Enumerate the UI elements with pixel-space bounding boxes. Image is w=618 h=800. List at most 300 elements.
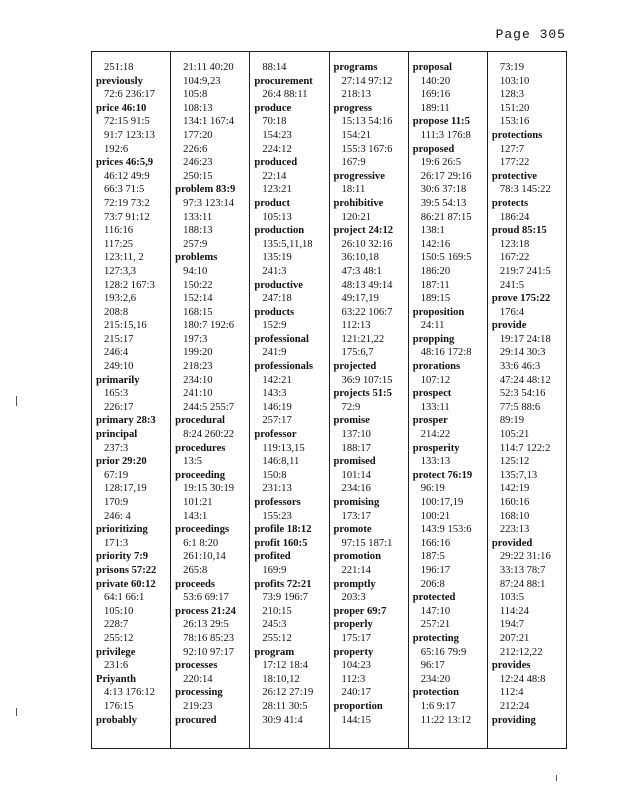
page-reference: 112:13 [341, 320, 371, 332]
page-reference: 175:17 [341, 632, 371, 644]
page-reference: 72:6 236:17 [104, 89, 155, 101]
index-table [91, 51, 567, 749]
page-reference: 36:9 107:15 [341, 374, 393, 386]
page-reference: 39:5 54:13 [420, 197, 467, 209]
page-reference: 151:20 [499, 102, 530, 114]
page-reference: 8:24 260:22 [183, 429, 235, 441]
page-reference: 207:21 [499, 632, 530, 644]
index-term: procedural [175, 415, 226, 427]
page-reference: 142:16 [420, 238, 451, 250]
page-reference: 212:24 [499, 700, 530, 712]
page-reference: 105:8 [183, 89, 208, 101]
page-reference: 127:7 [499, 143, 524, 155]
page-reference: 218:23 [183, 361, 213, 373]
page-reference: 219:7 241:5 [499, 265, 551, 277]
index-column-4 [330, 52, 409, 748]
page-reference: 72:15 91:5 [104, 116, 150, 128]
page-reference: 111:3 176:8 [420, 129, 471, 141]
page-reference: 135:5,11,18 [262, 238, 313, 250]
page-reference: 46:12 49:9 [104, 170, 150, 182]
page-reference: 128:17,19 [104, 483, 147, 495]
page-reference: 147:10 [420, 605, 451, 617]
index-term: prosperity [412, 442, 460, 454]
page-reference: 19:17 24:18 [499, 333, 551, 345]
index-term: protecting [412, 632, 459, 644]
page-reference: 121:21,22 [341, 333, 385, 345]
index-term: probably [96, 714, 138, 726]
index-term: proud 85:15 [491, 225, 547, 237]
page-reference: 265:8 [183, 564, 208, 576]
page-reference: 48:16 172:8 [420, 347, 472, 359]
index-term: prohibitive [333, 197, 384, 209]
index-term: prospect [412, 388, 452, 400]
page-reference: 206:8 [420, 578, 445, 590]
page-reference: 215:17 [104, 333, 134, 345]
page-reference: 105:13 [262, 211, 292, 223]
index-term: professor [254, 429, 297, 441]
page-reference: 105:10 [104, 605, 134, 617]
page-reference: 187:5 [420, 551, 445, 563]
index-term: production [254, 225, 305, 237]
page-reference: 241:10 [183, 388, 213, 400]
index-term: protected [412, 592, 456, 604]
index-term: project 24:12 [333, 225, 394, 237]
page-reference: 138:1 [420, 225, 445, 237]
page-reference: 177:20 [183, 129, 213, 141]
index-term: professional [254, 333, 309, 345]
page-reference: 208:8 [104, 306, 129, 318]
page-reference: 146:19 [262, 401, 292, 413]
scan-mark [16, 396, 17, 406]
page-reference: 86:21 87:15 [420, 211, 472, 223]
page-reference: 47:24 48:12 [499, 374, 551, 386]
page-reference: 73:7 91:12 [104, 211, 150, 223]
page-reference: 221:14 [341, 564, 371, 576]
page-reference: 186:20 [420, 265, 451, 277]
page-reference: 249:10 [104, 361, 134, 373]
page-reference: 18:10,12 [262, 673, 300, 685]
page-reference: 142:21 [262, 374, 292, 386]
page-reference: 160:16 [499, 497, 530, 508]
page-reference: 234:20 [420, 673, 451, 685]
page-reference: 255:12 [104, 632, 134, 644]
page-reference: 97:15 187:1 [341, 537, 393, 549]
page-reference: 218:13 [341, 89, 371, 101]
page-reference: 168:15 [183, 306, 213, 318]
index-term: projects 51:5 [333, 388, 392, 400]
page-reference: 152:9 [262, 320, 287, 332]
page-reference: 215:15,16 [104, 320, 147, 332]
page-reference: 244:5 255:7 [183, 401, 235, 413]
index-term: proposition [412, 306, 465, 318]
index-term: promising [333, 497, 380, 508]
index-term: protection [412, 687, 459, 699]
index-term: proportion [333, 700, 383, 712]
page-reference: 4:13 176:12 [104, 687, 155, 699]
page-reference: 27:14 97:12 [341, 75, 393, 87]
page-reference: 112:4 [499, 687, 524, 699]
page-reference: 65:16 79:9 [420, 646, 467, 658]
page-reference: 246:4 [104, 347, 129, 359]
index-term: produced [254, 157, 298, 169]
page-reference: 92:10 97:17 [183, 646, 235, 658]
page-reference: 30:9 41:4 [262, 714, 303, 726]
page-reference: 22:14 [262, 170, 287, 182]
index-term: provided [491, 537, 533, 549]
page-reference: 26:4 88:11 [262, 89, 308, 101]
page-reference: 135:19 [262, 252, 292, 264]
page-reference: 203:3 [341, 592, 366, 604]
index-term: programs [333, 62, 378, 73]
page-reference: 26:10 32:16 [341, 238, 393, 250]
page-reference: 101:21 [183, 497, 213, 508]
page-reference: 12:24 48:8 [499, 673, 546, 685]
page-reference: 219:23 [183, 700, 213, 712]
page-reference: 103:5 [499, 592, 524, 604]
index-term: procurement [254, 75, 313, 87]
page-reference: 171:3 [104, 537, 129, 549]
page-reference: 49:17,19 [341, 293, 379, 305]
index-term: property [333, 646, 374, 658]
page-reference: 26:17 29:16 [420, 170, 472, 182]
index-term: promise [333, 415, 370, 427]
page-reference: 18:11 [341, 184, 366, 196]
page-reference: 17:12 18:4 [262, 660, 308, 672]
index-term: principal [96, 429, 138, 441]
index-term: Priyanth [96, 673, 137, 685]
page-reference: 142:19 [499, 483, 530, 495]
index-term: problem 83:9 [175, 184, 236, 196]
index-term: process 21:24 [175, 605, 236, 617]
page-reference: 28:11 30:5 [262, 700, 308, 712]
page-reference: 176:15 [104, 700, 134, 712]
page-reference: 128:3 [499, 89, 524, 101]
page-reference: 29:22 31:16 [499, 551, 551, 563]
scan-mark [556, 775, 557, 781]
page-reference: 97:3 123:14 [183, 197, 235, 209]
page-reference: 246: 4 [104, 510, 131, 522]
page-reference: 155:23 [262, 510, 292, 522]
scan-mark [16, 708, 17, 716]
index-column-1 [92, 52, 171, 748]
index-term: procured [175, 714, 217, 726]
page-reference: 173:17 [341, 510, 371, 522]
page-reference: 123:11, 2 [104, 252, 144, 264]
page-reference: 150:22 [183, 279, 213, 291]
page-reference: 100:21 [420, 510, 451, 522]
page-reference: 70:18 [262, 116, 287, 128]
page-reference: 250:15 [183, 170, 213, 182]
page-reference: 1:6 9:17 [420, 700, 456, 712]
page-reference: 261:10,14 [183, 551, 226, 563]
page-reference: 167:9 [341, 157, 366, 169]
page-reference: 128:2 167:3 [104, 279, 155, 291]
page-reference: 101:14 [341, 469, 371, 481]
page-reference: 170:9 [104, 497, 129, 508]
page-reference: 188:17 [341, 442, 371, 454]
index-term: protect 76:19 [412, 469, 473, 481]
page-reference: 33:6 46:3 [499, 361, 541, 373]
page-reference: 119:13,15 [262, 442, 305, 454]
page-reference: 246:23 [183, 157, 213, 169]
index-term: provides [491, 660, 531, 672]
page-reference: 108:13 [183, 102, 213, 114]
index-term: prices 46:5,9 [96, 157, 154, 169]
page-reference: 194:7 [499, 619, 524, 631]
page-reference: 19:15 30:19 [183, 483, 235, 495]
page-reference: 257:9 [183, 238, 208, 250]
index-term: priority 7:9 [96, 551, 149, 563]
page-reference: 241:9 [262, 347, 287, 359]
index-term: promote [333, 524, 372, 536]
page-reference: 134:1 167:4 [183, 116, 235, 128]
page-reference: 143:1 [183, 510, 208, 522]
index-term: primarily [96, 374, 140, 386]
page-reference: 125:12 [499, 456, 530, 468]
index-term: primary 28:3 [96, 415, 156, 427]
page-reference: 53:6 69:17 [183, 592, 229, 604]
page-reference: 150:5 169:5 [420, 252, 472, 264]
page-reference: 175:6,7 [341, 347, 374, 359]
page-reference: 107:12 [420, 374, 451, 386]
page-reference: 214:22 [420, 429, 451, 441]
index-term: progress [333, 102, 372, 114]
page-reference: 231:6 [104, 660, 129, 672]
page-reference: 96:19 [420, 483, 445, 495]
page-reference: 78:3 145:22 [499, 184, 551, 196]
index-term: profited [254, 551, 291, 563]
page-reference: 251:18 [104, 62, 134, 73]
page-reference: 210:15 [262, 605, 292, 617]
page-reference: 133:11 [420, 401, 450, 413]
index-term: provide [491, 320, 527, 332]
page-reference: 66:3 71:5 [104, 184, 145, 196]
page-reference: 87:24 88:1 [499, 578, 546, 590]
page-reference: 73:9 196:7 [262, 592, 308, 604]
page-reference: 135:7,13 [499, 469, 538, 481]
index-term: productive [254, 279, 303, 291]
page-reference: 154:23 [262, 129, 292, 141]
page-reference: 33:13 78:7 [499, 564, 546, 576]
page-reference: 247:18 [262, 293, 292, 305]
page-reference: 123:21 [262, 184, 292, 196]
page-reference: 143:3 [262, 388, 287, 400]
index-term: promised [333, 456, 376, 468]
page-reference: 146:8,11 [262, 456, 300, 468]
page-reference: 257:17 [262, 415, 292, 427]
index-term: protections [491, 129, 543, 141]
page-reference: 64:1 66:1 [104, 592, 145, 604]
index-term: proposed [412, 143, 455, 155]
page-reference: 72:9 [341, 401, 361, 413]
page-reference: 220:14 [183, 673, 213, 685]
page-reference: 24:11 [420, 320, 445, 332]
page-reference: 29:14 30:3 [499, 347, 546, 359]
page-reference: 19:6 26:5 [420, 157, 462, 169]
page-reference: 180:7 192:6 [183, 320, 235, 332]
page-reference: 150:8 [262, 469, 287, 481]
index-column-6 [488, 52, 566, 748]
index-term: prior 29:20 [96, 456, 147, 468]
index-term: processes [175, 660, 218, 672]
index-term: profile 18:12 [254, 524, 312, 536]
page-reference: 193:2,6 [104, 293, 137, 305]
page-reference: 189:15 [420, 293, 451, 305]
index-term: professionals [254, 361, 314, 373]
page-reference: 116:16 [104, 225, 134, 237]
page-reference: 154:21 [341, 129, 371, 141]
page-reference: 114:7 122:2 [499, 442, 551, 454]
page-reference: 241:3 [262, 265, 287, 277]
page-reference: 15:13 54:16 [341, 116, 393, 128]
page-reference: 169:16 [420, 89, 451, 101]
page-reference: 143:9 153:6 [420, 524, 472, 536]
index-term: prorations [412, 361, 461, 373]
page-reference: 104:9,23 [183, 75, 221, 87]
index-term: protects [491, 197, 529, 209]
page-reference: 188:13 [183, 225, 213, 237]
index-term: privilege [96, 646, 136, 658]
index-term: program [254, 646, 295, 658]
page-reference: 223:13 [499, 524, 530, 536]
page-reference: 78:16 85:23 [183, 632, 235, 644]
page-reference: 36:10,18 [341, 252, 379, 264]
page-reference: 103:10 [499, 75, 530, 87]
page-reference: 231:13 [262, 483, 292, 495]
page-reference: 155:3 167:6 [341, 143, 393, 155]
page-reference: 169:9 [262, 564, 287, 576]
index-term: propping [412, 333, 455, 345]
page-reference: 26:13 29:5 [183, 619, 229, 631]
page-reference: 52:3 54:16 [499, 388, 546, 400]
page-reference: 112:3 [341, 673, 366, 685]
index-term: proceedings [175, 524, 230, 536]
index-term: promptly [333, 578, 376, 590]
page-reference: 96:17 [420, 660, 445, 672]
page-number: Page 305 [495, 27, 566, 42]
page-reference: 226:17 [104, 401, 134, 413]
page-reference: 88:14 [262, 62, 287, 73]
index-term: prove 175:22 [491, 293, 551, 305]
index-column-2 [171, 52, 250, 748]
index-column-3 [250, 52, 329, 748]
index-term: providing [491, 714, 536, 726]
page-reference: 153:16 [499, 116, 530, 128]
index-term: private 60:12 [96, 578, 156, 590]
index-term: properly [333, 619, 373, 631]
page-reference: 140:20 [420, 75, 451, 87]
page-reference: 127:3,3 [104, 265, 137, 277]
page-reference: 237:3 [104, 442, 129, 454]
index-term: prisons 57:22 [96, 564, 157, 576]
index-term: processing [175, 687, 223, 699]
page-reference: 117:25 [104, 238, 134, 250]
page-reference: 6:1 8:20 [183, 537, 219, 549]
page-reference: 152:14 [183, 293, 213, 305]
page-reference: 245:3 [262, 619, 287, 631]
page-reference: 11:22 13:12 [420, 714, 472, 726]
page-reference: 186:24 [499, 211, 530, 223]
page-reference: 13:5 [183, 456, 203, 468]
page-reference: 26:12 27:19 [262, 687, 314, 699]
page-reference: 192:6 [104, 143, 129, 155]
page-reference: 30:6 37:18 [420, 184, 467, 196]
page-reference: 63:22 106:7 [341, 306, 393, 318]
index-term: prioritizing [96, 524, 148, 536]
page-reference: 114:24 [499, 605, 529, 617]
page-reference: 226:6 [183, 143, 208, 155]
page-reference: 257:21 [420, 619, 451, 631]
page-reference: 133:11 [183, 211, 213, 223]
index-term: projected [333, 361, 377, 373]
index-term: profit 160:5 [254, 537, 308, 549]
page-reference: 77:5 88:6 [499, 401, 541, 413]
page-reference: 120:21 [341, 211, 371, 223]
page-reference: 241:5 [499, 279, 524, 291]
page-reference: 123:18 [499, 238, 530, 250]
page-reference: 228:7 [104, 619, 129, 631]
page-reference: 47:3 48:1 [341, 265, 382, 277]
page-reference: 73:19 [499, 62, 524, 73]
index-term: proposal [412, 62, 452, 73]
page-reference: 89:19 [499, 415, 524, 427]
page-reference: 144:15 [341, 714, 371, 726]
index-term: proceeding [175, 469, 226, 481]
index-term: procedures [175, 442, 226, 454]
page-reference: 176:4 [499, 306, 524, 318]
index-term: problems [175, 252, 218, 264]
page-reference: 240:17 [341, 687, 371, 699]
index-term: proper 69:7 [333, 605, 387, 617]
index-term: proceeds [175, 578, 215, 590]
page-reference: 196:17 [420, 564, 451, 576]
index-term: professors [254, 497, 301, 508]
page-reference: 197:3 [183, 333, 208, 345]
page-reference: 137:10 [341, 429, 371, 441]
page-reference: 104:23 [341, 660, 371, 672]
page-reference: 91:7 123:13 [104, 129, 155, 141]
index-term: produce [254, 102, 292, 114]
page-reference: 166:16 [420, 537, 451, 549]
index-term: propose 11:5 [412, 116, 470, 128]
page-reference: 255:12 [262, 632, 292, 644]
index-term: promotion [333, 551, 381, 563]
page-reference: 189:11 [420, 102, 450, 114]
index-term: protective [491, 170, 537, 182]
page-reference: 67:19 [104, 469, 129, 481]
page-reference: 100:17,19 [420, 497, 464, 508]
page-reference: 168:10 [499, 510, 530, 522]
index-term: profits 72:21 [254, 578, 312, 590]
page-reference: 234:16 [341, 483, 371, 495]
index-term: progressive [333, 170, 385, 182]
index-term: products [254, 306, 295, 318]
index-term: previously [96, 75, 143, 87]
page-reference: 234:10 [183, 374, 213, 386]
page-reference: 167:22 [499, 252, 530, 264]
page-reference: 133:13 [420, 456, 451, 468]
page-reference: 224:12 [262, 143, 292, 155]
index-term: prosper [412, 415, 448, 427]
index-term: product [254, 197, 291, 209]
index-column-5 [409, 52, 488, 748]
page-reference: 94:10 [183, 265, 208, 277]
page-reference: 212:12,22 [499, 646, 543, 658]
page-reference: 177:22 [499, 157, 530, 169]
index-term: price 46:10 [96, 102, 147, 114]
page-reference: 72:19 73:2 [104, 197, 150, 209]
page-reference: 48:13 49:14 [341, 279, 393, 291]
